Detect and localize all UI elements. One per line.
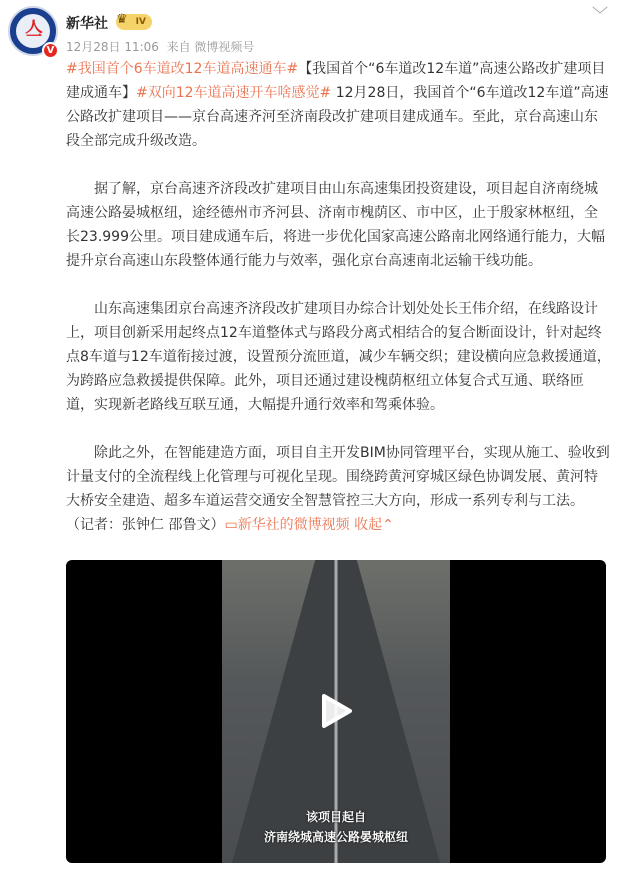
level-badge[interactable]: ♛ IV [116, 14, 152, 30]
video-icon: ▭ [224, 517, 238, 533]
paragraph: 山东高速集团京台高速齐济段改扩建项目办综合计划处处长王伟介绍，在线路设计上，项目创新采用起终点12车道整体式与路段分离式相结合的复合断面设计，针对起终点8车道与12车道衔接过渡，设置预分流匝道，减少车辆交织；建设横向应急救援通道，为跨路应急救援提供保障。此外，项目还通过建设槐荫枢纽立体复合式互通、联络匝道，实现新老路线互联互通，大幅提升通行效率和驾乘体验。 [66, 301, 611, 413]
account-name[interactable]: 新华社 [66, 16, 108, 32]
paragraph: 除此之外，在智能建造方面，项目自主开发BIM协同管理平台，实现从施工、验收到计量支付的全流程线上化管理与可视化呈现。围绕跨黄河穿城区绿色协调发展、黄河特大桥安全建造、超多车道运营交通安全智慧管控三大方向，形成一系列专利与工法。 [66, 445, 610, 509]
verified-badge: V [42, 42, 59, 59]
paragraph: 据了解，京台高速齐济段改扩建项目由山东高速集团投资建设，项目起自济南绕城高速公路晏城枢纽，途经德州市齐河县、济南市槐荫区、市中区，止于殷家林枢纽，全长23.999公里。项目建成通车后，将进一步优化国家高速公路南北网络通行能力，大幅提升京台高速山东段整体通行能力与效率，强化京台高速南北运输干线功能。 [66, 181, 605, 269]
video-caption: 济南绕城高速公路晏城枢纽 [263, 830, 408, 844]
logo-icon: 亼 [25, 19, 43, 40]
video-caption: 该项目起自 [305, 810, 366, 824]
chevron-down-icon[interactable]: ﹀ [592, 5, 609, 24]
hashtag-link[interactable]: #我国首个6车道改12车道高速通车# [66, 61, 299, 77]
credit: （记者：张钟仁 邵鲁文） [66, 517, 225, 533]
collapse-button[interactable]: 收起⌃ [354, 517, 394, 533]
hashtag-link[interactable]: #双向12车道高速开车啥感觉# [136, 85, 332, 101]
video-player[interactable] [66, 560, 606, 863]
play-icon[interactable] [318, 693, 354, 729]
post-time[interactable]: 12月28日 11:06 [66, 40, 159, 54]
post-body: #我国首个6车道改12车道高速通车#【我国首个“6车道改12车道”高速公路改扩建项目建成通车】#双向12车道高速开车啥感觉# 12月28日，我国首个“6车道改12车道”高速公路改扩建项目——京台高速齐河至济南段改扩建项目建成通车。至此，京台高速山东段全部完成升级改造。 据了解，京台高速齐济段改扩建项目由山东高速集团投资建设，项目起自济南绕城高速公路晏城枢纽，途经德州市齐河县、济南市槐荫区、市中区，止于殷家林枢纽，全长23.999公里。项目建成通车后，将进一步优化国家高速公路南北网络通行能力，大幅提升京台高速山东段整体通行能力与效率，强化京台高速南北运输干线功能。 山东高速集团京台高速齐济段改扩建项目办综合计划处处长王伟介绍，在线路设计上，项目创新采用起终点12车道整体式与路段分离式相结合的复合断面设计，针对起终点8车道与12车道衔接过渡，设置预分流匝道，减少车辆交织；建设横向应急救援通道，为跨路应急救援提供保障。此外，项目还通过建设槐荫枢纽立体复合式互通、联络匝道，实现新老路线互联互通，大幅提升通行效率和驾乘体验。 除此之外，在智能建造方面，项目自主开发BIM协同管理平台，实现从施工、验收到计量支付的全流程线上化管理与可视化呈现。围绕跨黄河穿城区绿色协调发展、黄河特大桥安全建造、超多车道运营交通安全智慧管控三大方向，形成一系列专利与工法。 （记者：张钟仁 邵鲁文）▭新华社的微博视频 收起⌃ [66, 61, 611, 533]
crown-icon: ♛ [116, 12, 128, 27]
post-source: 来自 微博视频号 [166, 40, 255, 54]
video-link[interactable]: ▭新华社的微博视频 [224, 517, 350, 533]
post-meta [66, 38, 254, 55]
chevron-up-icon: ⌃ [382, 517, 394, 533]
